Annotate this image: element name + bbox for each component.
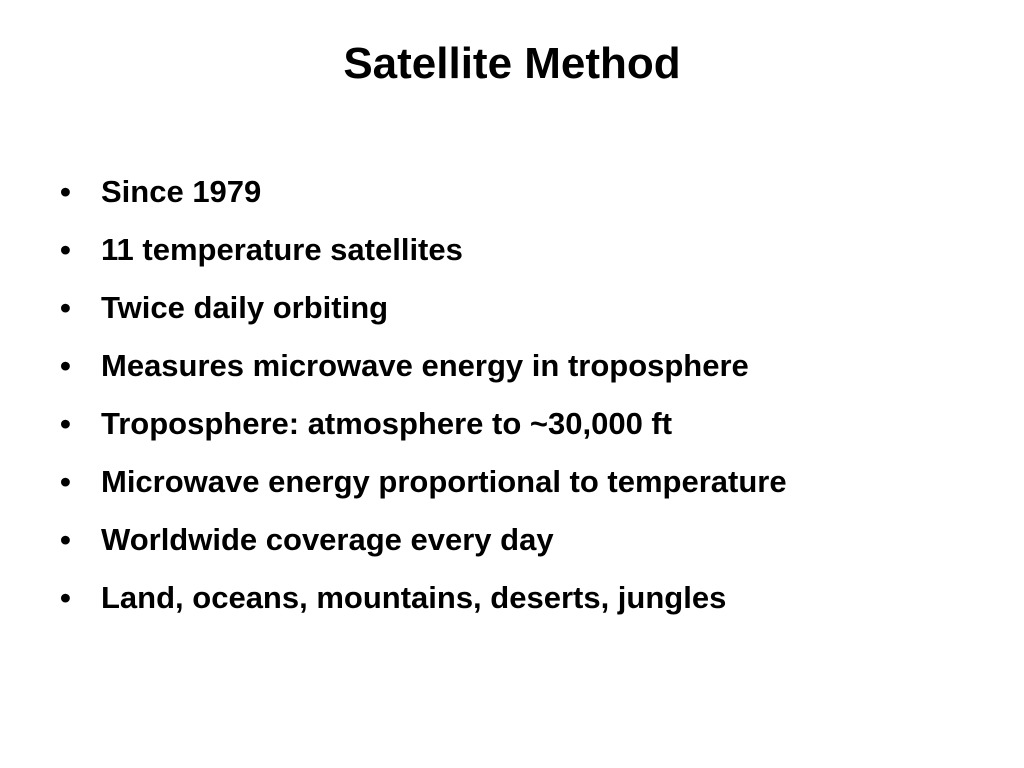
bullet-icon: • [60,348,71,383]
bullet-icon: • [60,522,71,557]
bullet-icon: • [60,232,71,267]
bullet-item [60,461,960,502]
bullet-item [60,577,960,618]
bullet-text: Land, oceans, mountains, deserts, jungles [101,580,727,615]
bullet-text: Twice daily orbiting [101,290,389,325]
bullet-icon: • [60,580,71,615]
slide-title: Satellite Method [343,39,681,88]
bullet-icon: • [60,464,71,499]
bullet-icon: • [60,174,71,209]
bullet-item [60,287,960,328]
bullet-text: Measures microwave energy in troposphere [101,348,749,383]
bullet-icon: • [60,290,71,325]
bullet-item [60,171,960,212]
bullet-text: 11 temperature satellites [101,232,463,267]
bullet-item [60,345,960,386]
bullet-text: Worldwide coverage every day [101,522,554,557]
bullet-text: Since 1979 [101,174,262,209]
bullet-text: Troposphere: atmosphere to ~30,000 ft [101,406,673,441]
bullet-text: Microwave energy proportional to temperature [101,464,787,499]
bullet-item [60,519,960,560]
bullet-item [60,229,960,270]
bullet-item [60,403,960,444]
bullet-list [60,171,960,635]
bullet-icon: • [60,406,71,441]
